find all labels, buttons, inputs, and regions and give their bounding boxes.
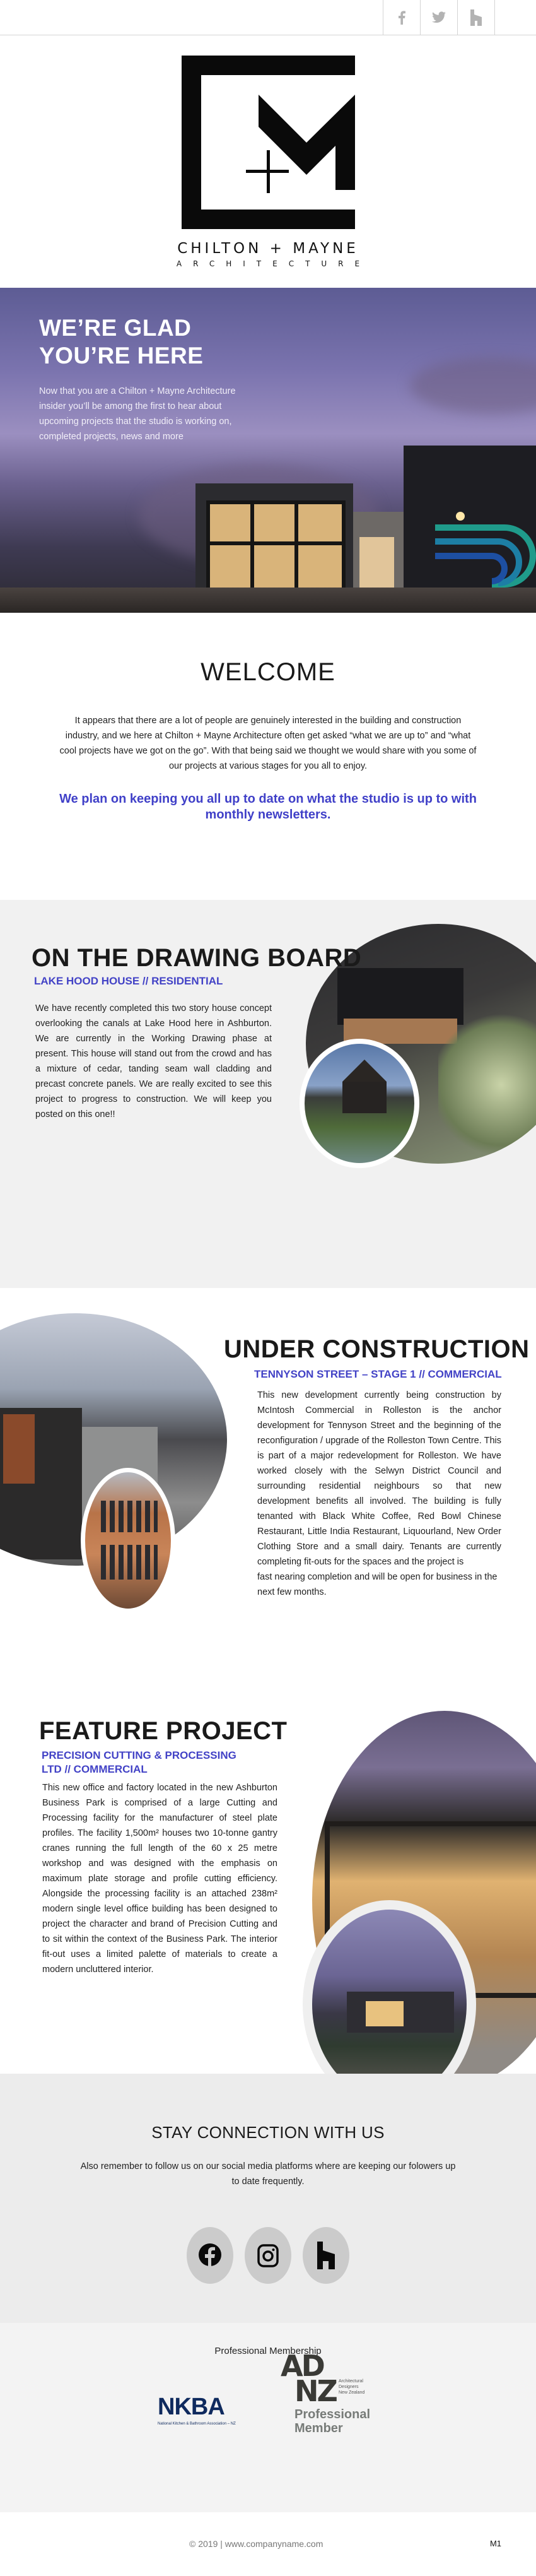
- drawing-board-section: [0, 900, 536, 1288]
- lake-hood-secondary-image: [305, 1044, 414, 1163]
- under-construction-body-para1: This new development currently being construction by McIntosh Commercial in Rolleston is the anchor development for Tennyson Street and the beginning of the reconfiguration / upgrade of the Rolleston Town Centre. This is part of a major redevelopment for Rolleston. We have worked closely with the Selwyn District Council and surrounding residential neighbours so that new development benefits all involved. The building is fully tenanted with Black White Coffee, Red Bowl Chinese Restaurant, Little India Restaurant, Liquourland, New Order Clothing Store and a small dairy. Tenants are currently completing fit-outs for the spaces and the project is: [257, 1390, 501, 1567]
- stay-connected-title: STAY CONNECTION WITH US: [151, 2123, 385, 2142]
- houzz-icon: [470, 9, 482, 26]
- facebook-icon: [397, 11, 406, 25]
- adnz-desc-line2: Designers: [339, 2385, 359, 2389]
- logo-wordmark: CHILTON + MAYNE: [177, 240, 359, 257]
- feature-project-body: This new office and factory located in the new Ashburton Business Park is comprised of a large Cutting and Processing facility for the manufacturer of steel plate profiles. The facility 1,500m² houses two 10-tonne gantry cranes running the full length of the 60 x 25 metre workshop and was designed with the emphasis on maximum plate storage and profile cutting efficiency. Alongside the processing facility is an attached 238m² modern single level office building has been designed to project the character and brand of Precision Cutting and to sit within the context of the Business Park. The interior fit-out uses a limited palette of materials to create a modern uncluttered interior.: [42, 1783, 277, 1975]
- hero-title-line2: YOU’RE HERE: [39, 343, 204, 369]
- under-construction-section: [0, 1288, 536, 1679]
- hero-title: [39, 314, 247, 370]
- logo-block: [0, 35, 536, 288]
- top-social-icons: [383, 0, 536, 35]
- twitter-icon: [431, 11, 446, 24]
- drawing-board-subtitle: LAKE HOOD HOUSE // RESIDENTIAL: [34, 975, 223, 987]
- adnz-desc-line3: New Zealand: [339, 2390, 365, 2395]
- adnz-desc-line1: Architectural: [339, 2379, 363, 2384]
- under-construction-title: UNDER CONSTRUCTION: [224, 1335, 530, 1363]
- adnz-description: [339, 2378, 364, 2396]
- adnz-pm-line2: Member: [294, 2421, 343, 2435]
- membership-section: [0, 2323, 536, 2512]
- under-construction-body: [257, 1388, 501, 1600]
- footer-code: M1: [489, 2539, 501, 2548]
- hero-banner: [0, 288, 536, 613]
- under-construction-body-para2: fast nearing completion and will be open for business in the next few months.: [257, 1572, 498, 1597]
- nkba-logo-mark: NKBA: [158, 2394, 224, 2420]
- instagram-icon: [257, 2243, 279, 2268]
- nkba-logo-text: National Kitchen & Bathroom Association – NZ: [158, 2422, 236, 2426]
- top-social-bar: [0, 0, 536, 35]
- facebook-icon: [197, 2242, 223, 2269]
- welcome-title: WELCOME: [201, 658, 335, 686]
- drawing-board-body: We have recently completed this two story house concept overlooking the canals at Lake Hood here in Ashburton. We are currently in the Working Drawing phase at present. This house will stand out from the crowd and has a mixture of cedar, tanding seam wall cladding and precast concrete panels. We are really excited to see this project to progress to construction. We will keep you posted on this one!!: [35, 1003, 272, 1120]
- feature-project-title: FEATURE PROJECT: [39, 1717, 288, 1745]
- footer: [0, 2512, 536, 2576]
- feature-project-subtitle: PRECISION CUTTING & PROCESSING LTD // COMMERCIAL: [42, 1749, 236, 1775]
- tennyson-secondary-image: [85, 1472, 171, 1609]
- nkba-logo: [158, 2394, 236, 2426]
- stay-connected-body: Also remember to follow us on our social media platforms where are keeping our folowers up to date frequently.: [80, 2161, 456, 2187]
- welcome-body: It appears that there are a lot of people are genuinely interested in the building and construction industry, and we here at Chilton + Mayne Architecture often get asked “what we are up to” and “what cool projects have we got on the go”. With that being said we thought we would share with you some of our projects at various stages for you all to enjoy.: [59, 716, 477, 771]
- top-facebook-link[interactable]: [383, 0, 420, 35]
- adnz-mark-line2: NZ: [294, 2374, 336, 2408]
- houzz-button[interactable]: [303, 2227, 349, 2284]
- hero-text: [39, 314, 247, 444]
- adnz-pm-line1: Professional: [294, 2408, 371, 2421]
- top-twitter-link[interactable]: [420, 0, 457, 35]
- adnz-logo: [281, 2349, 371, 2435]
- hero-body: Now that you are a Chilton + Mayne Architecture insider you’ll be among the first to hear about upcoming projects that the studio is working on, completed projects, news and more: [39, 386, 236, 442]
- houzz-icon: [316, 2242, 336, 2269]
- welcome-tagline: We plan on keeping you all up to date on what the studio is up to with monthly newsletters.: [59, 792, 477, 822]
- adnz-mark-line1: AD: [281, 2349, 323, 2383]
- facebook-button[interactable]: [187, 2227, 233, 2284]
- hero-title-line1: WE’RE GLAD: [39, 315, 192, 341]
- membership-title: Professional Membership: [214, 2346, 322, 2356]
- cm-logo-icon: [182, 56, 355, 229]
- logo-tagline: ARCHITECTURE: [176, 259, 371, 268]
- stay-connected-section: [0, 2074, 536, 2323]
- hero-ground: [0, 588, 536, 613]
- under-construction-subtitle: TENNYSON STREET – STAGE 1 // COMMERCIAL: [254, 1368, 502, 1380]
- footer-copyright[interactable]: © 2019 | www.companyname.com: [189, 2539, 323, 2549]
- social-buttons: [0, 2227, 536, 2284]
- feature-project-section: [0, 1679, 536, 2074]
- adnz-professional-member: [281, 2408, 370, 2435]
- instagram-button[interactable]: [245, 2227, 291, 2284]
- topbar-spacer: [494, 0, 536, 35]
- welcome-section: [0, 613, 536, 900]
- top-houzz-link[interactable]: [457, 0, 494, 35]
- drawing-board-title: ON THE DRAWING BOARD: [32, 944, 362, 972]
